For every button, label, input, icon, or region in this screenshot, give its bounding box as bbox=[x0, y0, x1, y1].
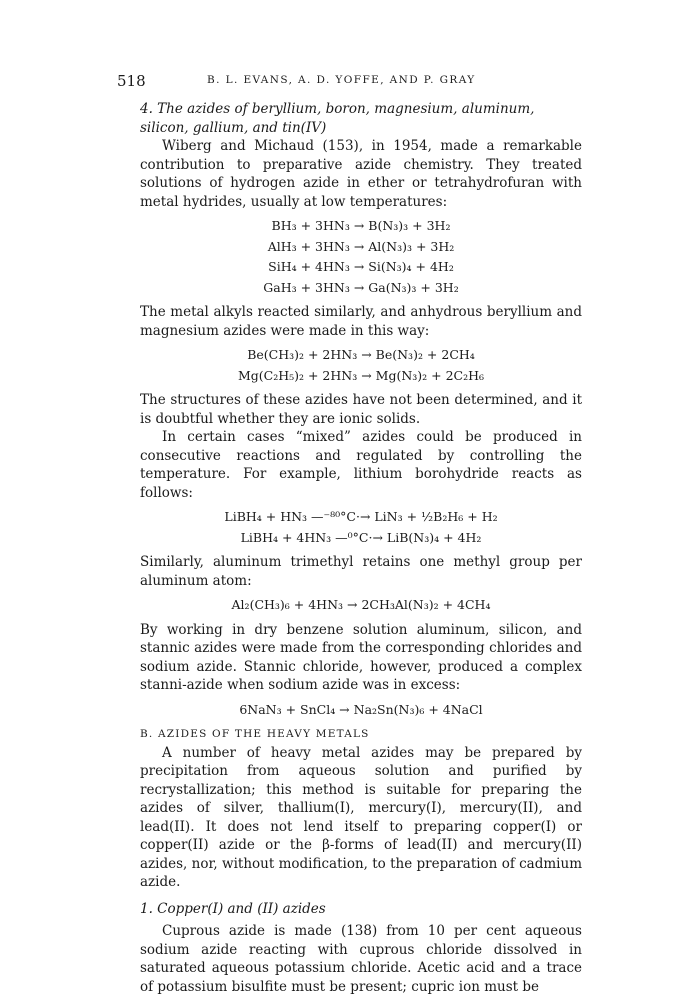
equation: Al₂(CH₃)₆ + 4HN₃ → 2CH₃Al(N₃)₂ + 4CH₄ bbox=[231, 597, 491, 612]
running-head: B. L. EVANS, A. D. YOFFE, AND P. GRAY bbox=[207, 74, 476, 86]
stannic-equation-block bbox=[140, 701, 582, 720]
aluminum-equation-block bbox=[140, 596, 582, 615]
paragraph-benzene: By working in dry benzene solution aluminum, silicon, and stannic azides were made from the corresponding chlorides and sodium azide. Stannic chloride, however, produced a complex stanni-azide when sodium azide was in excess: bbox=[140, 621, 582, 693]
paragraph-alkyls: The metal alkyls reacted similarly, and anhydrous beryllium and magnesium azides were made in this way: bbox=[140, 304, 582, 339]
equation: 6NaN₃ + SnCl₄ → Na₂Sn(N₃)₆ + 4NaCl bbox=[239, 701, 483, 717]
alkyl-equations bbox=[140, 346, 582, 385]
page-number: 518 bbox=[117, 72, 146, 90]
paragraph-mixed: In certain cases “mixed” azides could be produced in consecutive reactions and regulated by controlling the temperature. For example, lithium borohydride reacts as follows: bbox=[140, 429, 582, 501]
paragraph-heavy-metals: A number of heavy metal azides may be prepared by precipitation from aqueous solution and purified by recrystallization; this method is suitable for preparing the azides of silver, thallium(I), mercury(I), mercury(II), and lead(II). It does not lend itself to preparing copper(I) or copper(II) azide or the β-forms of lead(II) and mercury(II) azides, nor, without modification, to the preparation of cadmium azide. bbox=[140, 744, 582, 890]
equation: AlH₃ + 3HN₃ → Al(N₃)₃ + 3H₂ bbox=[267, 238, 455, 254]
hydride-equations bbox=[140, 217, 582, 297]
paragraph-cuprous: Cuprous azide is made (138) from 10 per cent aqueous sodium azide reacting with cuprous chloride dissolved in saturated aqueous potassium chloride. Acetic acid and a trace of potassium bisulfite must be present; cupric ion must be bbox=[140, 923, 582, 995]
equation: GaH₃ + 3HN₃ → Ga(N₃)₃ + 3H₂ bbox=[263, 279, 459, 295]
section-heading-heavy-metals: B. AZIDES OF THE HEAVY METALS bbox=[140, 728, 370, 740]
paragraph-structures: The structures of these azides have not been determined, and it is doubtful whether they are ionic solids. bbox=[140, 392, 582, 427]
lithium-equations bbox=[140, 508, 582, 547]
equation: LiBH₄ + HN₃ —⁻⁸⁰°C·→ LiN₃ + ½B₂H₆ + H₂ bbox=[224, 509, 498, 524]
equation: BH₃ + 3HN₃ → B(N₃)₃ + 3H₂ bbox=[271, 218, 451, 233]
page-body bbox=[140, 100, 582, 996]
section-heading-line-2: silicon, gallium, and tin(IV) bbox=[140, 119, 327, 136]
paragraph-wiberg: Wiberg and Michaud (153), in 1954, made a remarkable contribution to preparative azide chemistry. They treated solutions of hydrogen azide in ether or tetrahydrofuran with metal hydrides, usually at low temperatures: bbox=[140, 138, 582, 210]
paragraph-aluminum: Similarly, aluminum trimethyl retains one methyl group per aluminum atom: bbox=[140, 554, 582, 589]
page-header bbox=[117, 72, 582, 92]
equation: SiH₄ + 4HN₃ → Si(N₃)₄ + 4H₂ bbox=[268, 259, 454, 274]
equation: Be(CH₃)₂ + 2HN₃ → Be(N₃)₂ + 2CH₄ bbox=[247, 347, 475, 362]
section-heading-line-1: 4. The azides of beryllium, boron, magnesium, aluminum, bbox=[140, 101, 535, 117]
equation: Mg(C₂H₅)₂ + 2HN₃ → Mg(N₃)₂ + 2C₂H₆ bbox=[237, 367, 485, 383]
section-heading-copper: 1. Copper(I) and (II) azides bbox=[140, 900, 326, 917]
equation: LiBH₄ + 4HN₃ —⁰°C·→ LiB(N₃)₄ + 4H₂ bbox=[240, 529, 482, 545]
